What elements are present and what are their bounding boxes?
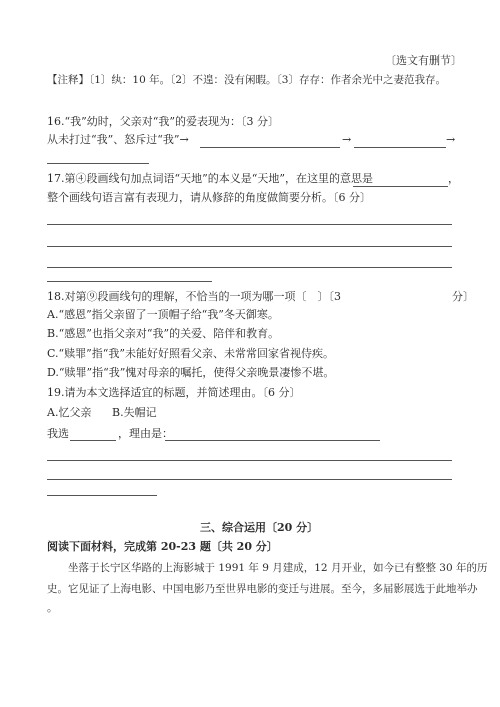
section3-para-line3: 。 xyxy=(47,602,58,614)
q19-option-a[interactable]: A.忆父亲 xyxy=(47,406,92,419)
q19-choice-blank[interactable] xyxy=(70,440,116,441)
section3-heading: 三、综合运用〔20 分〕 xyxy=(200,521,319,534)
q19-answer-line-3[interactable] xyxy=(47,495,157,496)
q17-stem: 17.第④段画线句加点词语“天地”的本义是“天地”，在这里的意思是 xyxy=(47,172,373,185)
q19-reason-label: ，理由是： xyxy=(118,427,173,440)
q17-answer-line-4[interactable] xyxy=(47,281,212,282)
q17-answer-line-1[interactable] xyxy=(47,224,452,225)
q18-unit: 分〕 xyxy=(452,290,474,303)
q17-meaning-blank[interactable] xyxy=(353,186,448,187)
q16-stem: 16.“我”幼时，父亲对“我”的爱表现为：〔3 分〕 xyxy=(47,115,279,128)
q16-answer-blank-3[interactable] xyxy=(47,163,149,164)
section3-instruction: 阅读下面材料，完成第 20-23 题〔共 20 分〕 xyxy=(47,540,278,553)
q16-arrow-end: → xyxy=(446,133,456,146)
q16-answer-blank-1[interactable] xyxy=(200,147,340,148)
q19-stem: 19.请为本文选择适宜的标题，并简述理由。〔6 分〕 xyxy=(47,386,301,399)
section3-para-line2: 史。它见证了上海电影、中国电影乃至世界电影的变迁与进展。至今，多届影展选于此地举办 xyxy=(47,583,478,595)
q19-answer-line-2[interactable] xyxy=(47,479,452,480)
q16-answer-blank-2[interactable] xyxy=(354,147,446,148)
q17-line2: 整个画线句语言富有表现力，请从修辞的角度做简要分析。〔6 分〕 xyxy=(47,191,371,204)
q16-line-start: 从未打过“我”、怒斥过“我”→ xyxy=(47,133,189,146)
q19-answer-line-1[interactable] xyxy=(47,460,452,461)
source-note: 〔选文有删节〕 xyxy=(385,54,462,67)
q17-answer-line-2[interactable] xyxy=(47,246,452,247)
q17-stem-end: ， xyxy=(448,172,459,185)
q19-choose-label: 我选 xyxy=(47,427,69,440)
q19-reason-blank[interactable] xyxy=(165,440,380,441)
q18-option-b[interactable]: B.“感恩”也指父亲对“我”的关爱、陪伴和教育。 xyxy=(47,327,280,340)
q18-stem: 18.对第⑨段画线句的理解，不恰当的一项为哪一项〔 〕〔3 xyxy=(47,290,341,303)
q18-option-d[interactable]: D.“赎罪”指“我”愧对母亲的嘱托，使得父亲晚景凄惨不堪。 xyxy=(47,366,335,379)
section3-para-line1: 坐落于长宁区华路的上海影城于 1991 年 9 月建成，12 月开业，如今已有整整 30 年的历 xyxy=(68,562,488,574)
q19-option-b[interactable]: B.失帽记 xyxy=(112,406,157,419)
q18-option-c[interactable]: C.“赎罪”指“我”未能好好照看父亲、未常常回家省视侍疾。 xyxy=(47,347,335,360)
q17-answer-line-3[interactable] xyxy=(47,267,452,268)
q18-option-a[interactable]: A.“感恩”指父亲留了一顶帽子给“我”冬天御寒。 xyxy=(47,308,279,321)
q16-arrow: → xyxy=(342,133,352,146)
annotation-note: 【注释】〔1〕纨：10 年。〔2〕不遑：没有闲暇。〔3〕存存：作者余光中之妻范我存。 xyxy=(47,74,446,86)
